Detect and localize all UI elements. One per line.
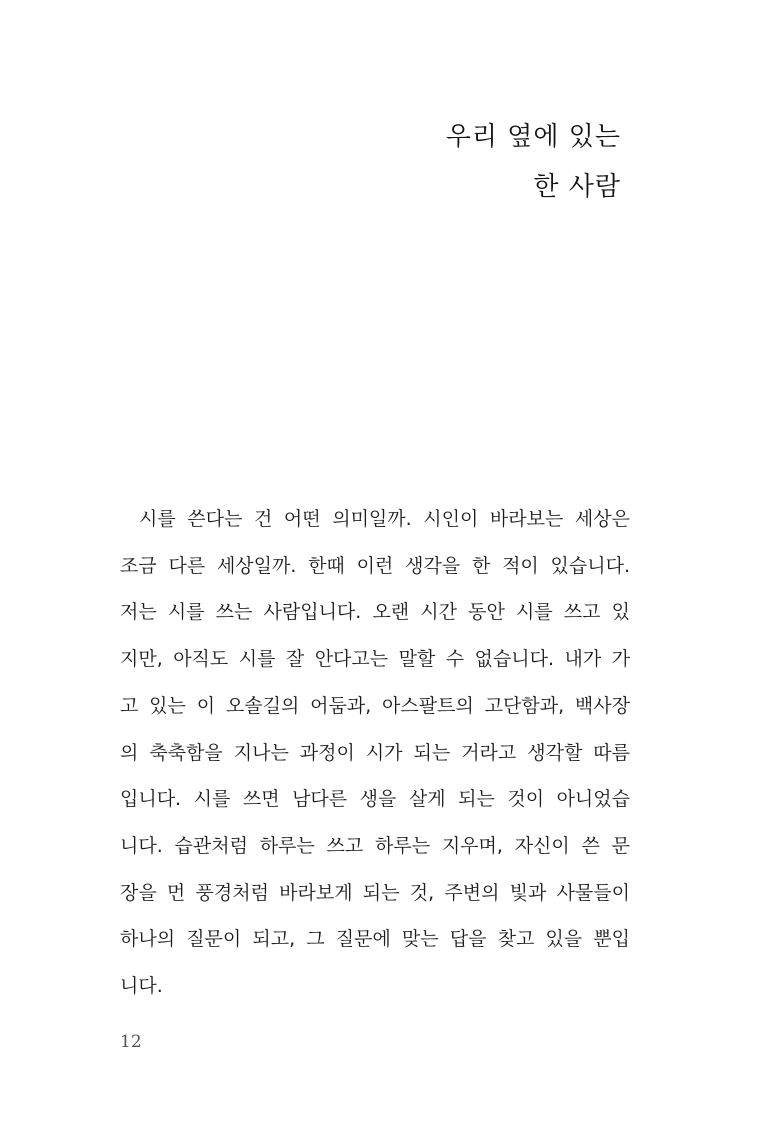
body-line: 저는 시를 쓰는 사람입니다. 오랜 시간 동안 시를 쓰고 있 (120, 601, 630, 624)
body-line: 입니다. 시를 쓰면 남다른 생을 살게 되는 것이 아니었습 (120, 788, 630, 811)
body-line: 고 있는 이 오솔길의 어둠과, 아스팔트의 고단함과, 백사장 (120, 694, 630, 717)
body-line: 니다. 습관처럼 하루는 쓰고 하루는 지우며, 자신이 쓴 문 (120, 834, 630, 857)
body-line: 니다. (120, 975, 163, 998)
chapter-title-line-2: 한 사람 (533, 172, 621, 202)
body-line: 시를 쓴다는 건 어떤 의미일까. 시인이 바라보는 세상은 (139, 508, 630, 530)
body-line: 의 축축함을 지나는 과정이 시가 되는 거라고 생각할 따름 (120, 741, 630, 764)
body-paragraph (120, 496, 630, 1010)
chapter-title (446, 112, 621, 212)
page-number: 12 (120, 1032, 142, 1052)
chapter-title-line-1: 우리 옆에 있는 (445, 122, 621, 152)
body-line: 장을 먼 풍경처럼 바라보게 되는 것, 주변의 빛과 사물들이 (120, 881, 630, 904)
body-line: 조금 다른 세상일까. 한때 이런 생각을 한 적이 있습니다. (120, 554, 630, 577)
body-line: 지만, 아직도 시를 잘 안다고는 말할 수 없습니다. 내가 가 (120, 648, 630, 671)
body-line: 하나의 질문이 되고, 그 질문에 맞는 답을 찾고 있을 뿐입 (120, 928, 630, 951)
